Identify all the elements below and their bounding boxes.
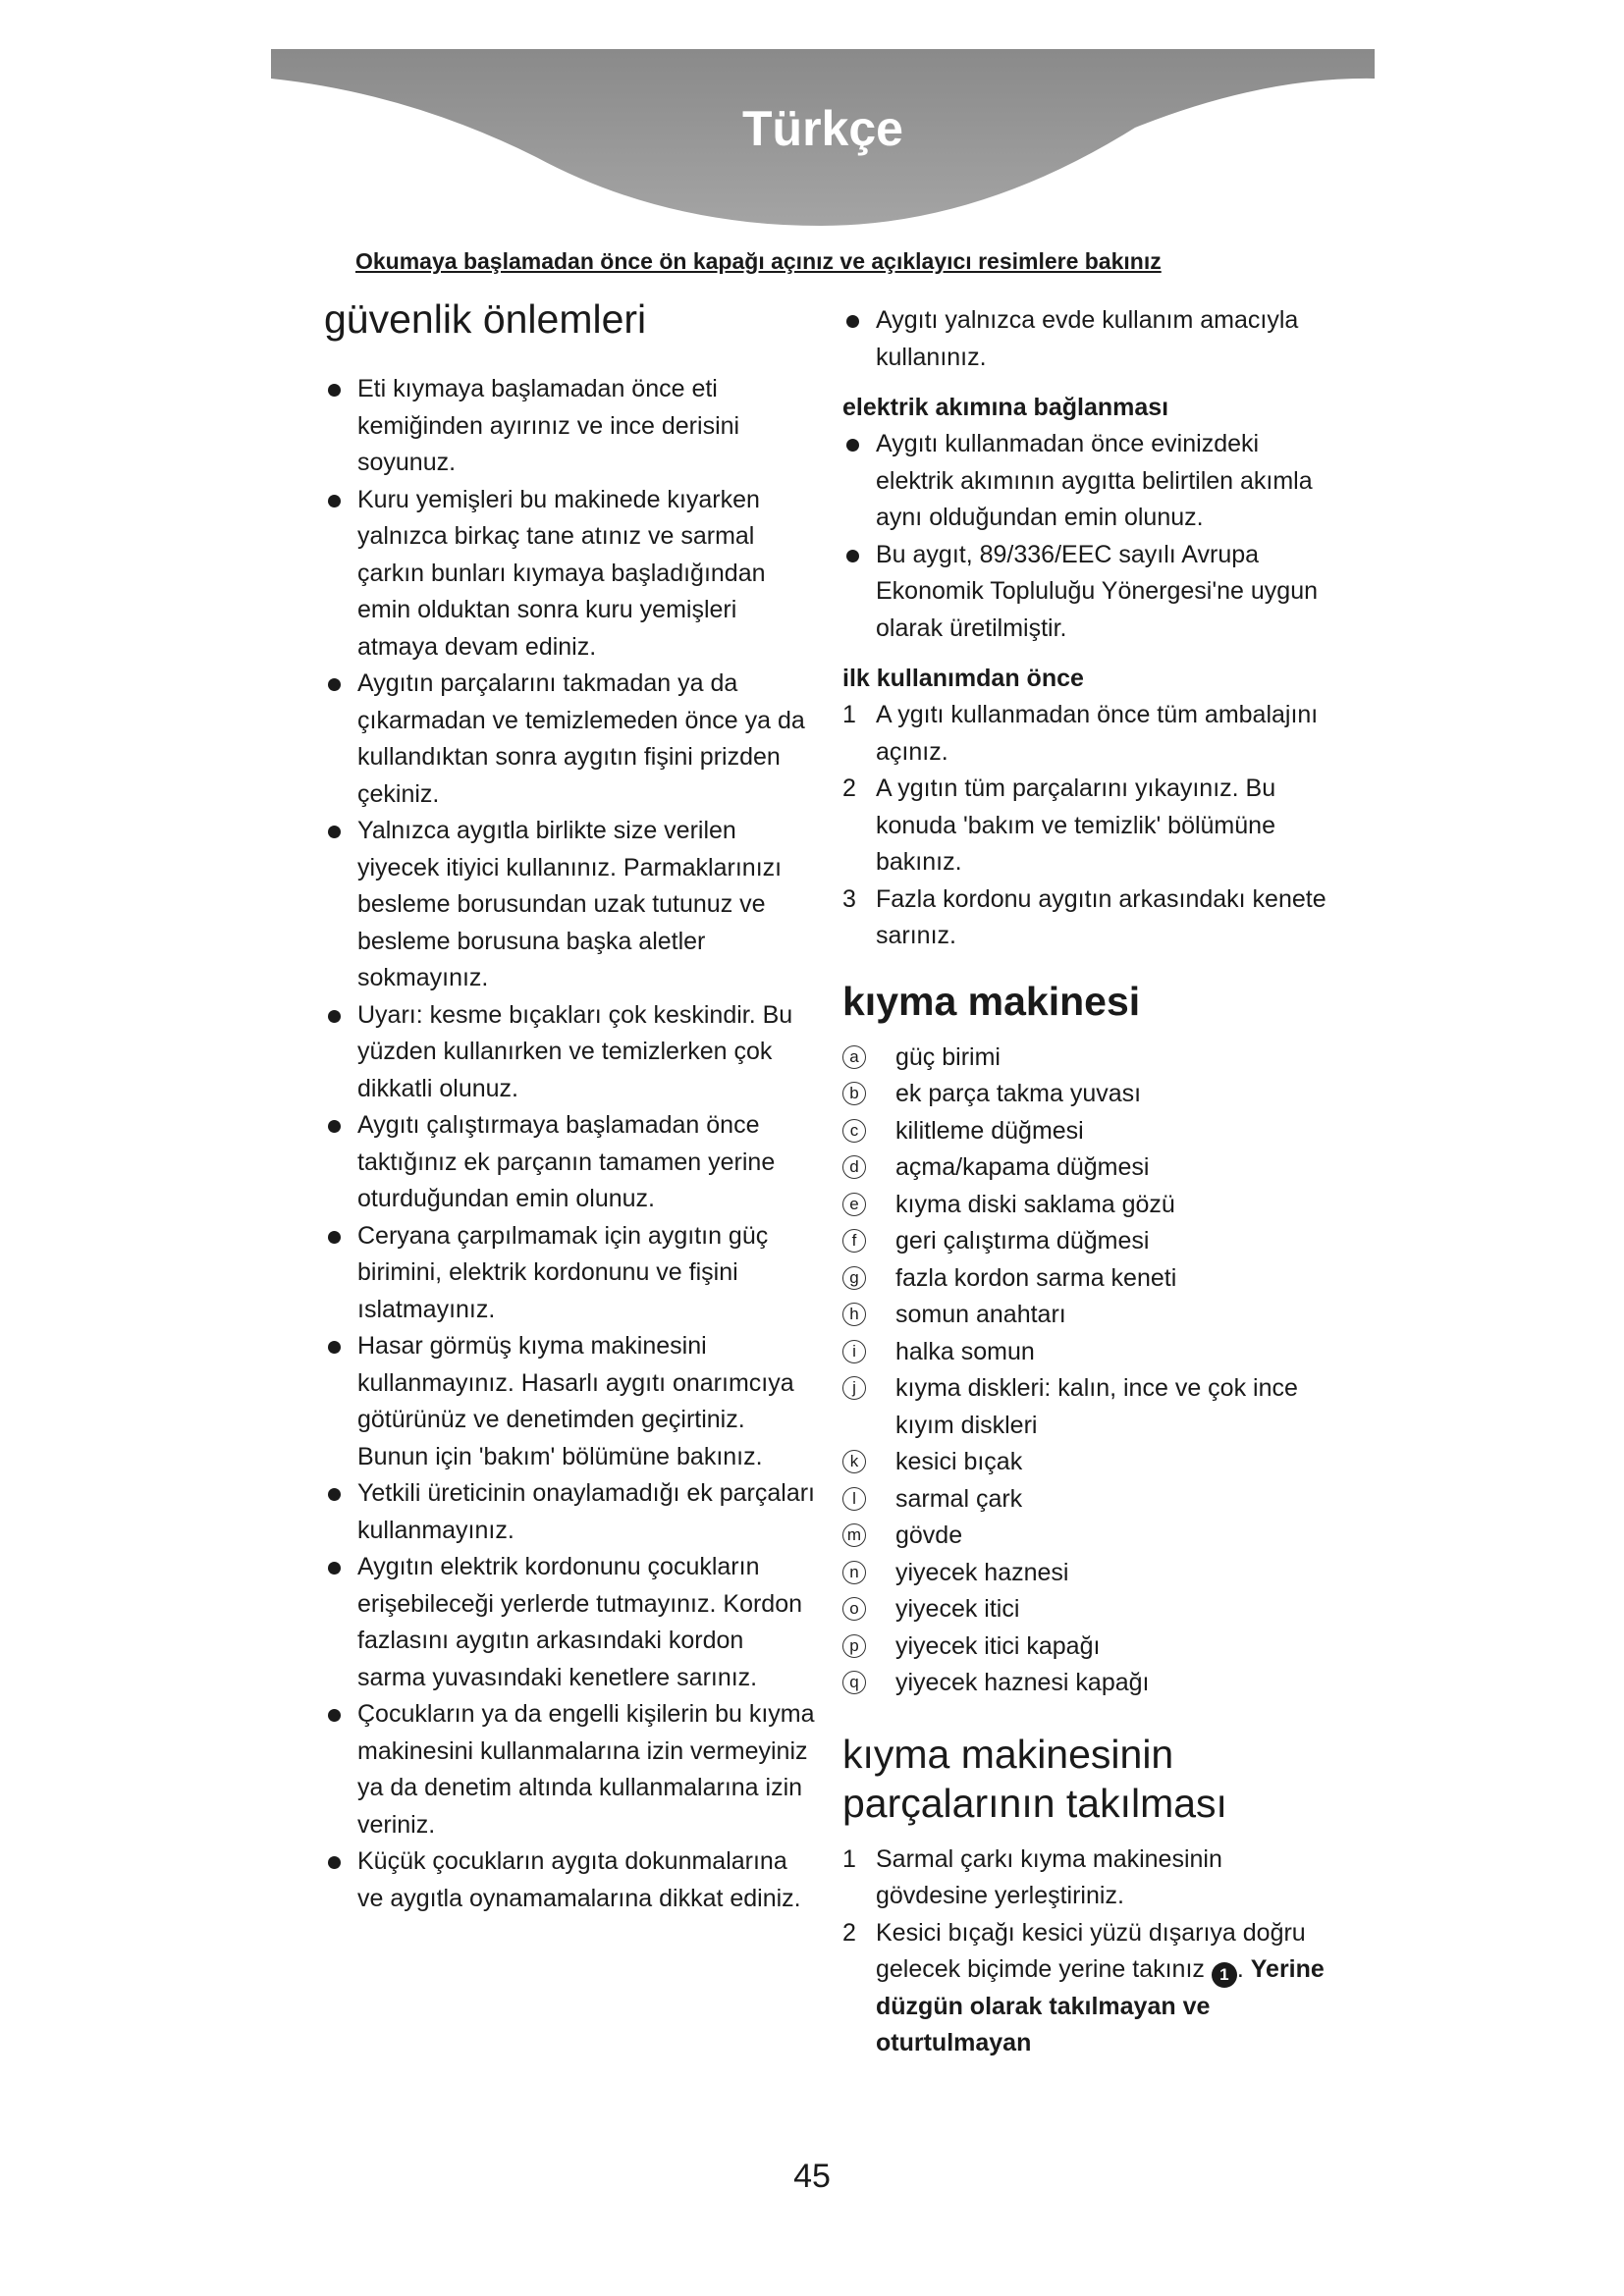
assembly-heading: kıyma makinesinin parçalarının takılması [842,1731,1227,1826]
part-item [842,1481,1333,1519]
safety-item: Hasar görmüş kıyma makinesini kullanmayınız. Hasarlı aygıtı onarımcıya götürünüz ve denetimden geçirtiniz. Bunun için 'bakım' bölümüne bakınız. [324,1328,815,1475]
part-letter: f [842,1229,866,1253]
part-label: yiyecek itici kapağı [895,1631,1101,1660]
header-banner [271,49,1375,275]
safety-heading: güvenlik önlemleri [324,296,647,342]
safety-item: Küçük çocukların aygıta dokunmalarına ve aygıtla oynamamalarına dikkat ediniz. [324,1843,815,1917]
first-use-step [842,881,1333,955]
part-label: kesici bıçak [895,1448,1023,1475]
figure-ref-icon: 1 [1212,1962,1237,1988]
parts-list [842,1040,1333,1702]
assembly-step [842,1915,1333,2062]
safety-item: Çocukların ya da engelli kişilerin bu kıyma makinesini kullanmalarına izin vermeyiniz ya da denetim altında kullanmalarına izin veriniz. [324,1696,815,1843]
step-text: Sarmal çarkı kıyma makinesinin gövdesine yerleştiriniz. [876,1844,1222,1909]
part-item [842,1444,1333,1481]
part-label: yiyecek haznesi kapağı [895,1669,1150,1696]
part-item [842,1297,1333,1334]
safety-item: Ceryana çarpılmamak için aygıtın güç birimini, elektrik kordonunu ve fişini ıslatmayınız. [324,1218,815,1329]
part-letter: d [842,1155,866,1179]
safety-item: Aygıtın elektrik kordonunu çocukların erişebileceği yerlerde tutmayınız. Kordon fazlasını aygıtın arkasındaki kordon sarma yuvasındaki kenetlere sarınız. [324,1549,815,1696]
step-number: 2 [842,1918,856,1947]
part-letter: b [842,1082,866,1105]
part-item [842,1223,1333,1260]
part-item [842,1113,1333,1150]
language-title: Türkçe [742,101,903,156]
part-label: fazla kordon sarma keneti [895,1263,1177,1292]
part-item [842,1370,1333,1444]
header-banner-shape [271,49,1375,275]
electric-item: Aygıtı kullanmadan önce evinizdeki elektrik akımının aygıtta belirtilen akımla aynı olduğundan emin olunuz. [842,426,1333,537]
part-item [842,1149,1333,1187]
part-letter: e [842,1193,866,1216]
step-number: 1 [842,701,856,728]
first-use-step [842,697,1333,771]
part-letter: a [842,1045,866,1069]
step-text: A ygıtın tüm parçalarını yıkayınız. Bu konuda 'bakım ve temizlik' bölümüne bakınız. [876,774,1276,876]
safety-item: Yalnızca aygıtla birlikte size verilen yiyecek itiyici kullanınız. Parmaklarınızı besleme borusundan uzak tutunuz ve besleme borusuna başka aletler sokmayınız. [324,813,815,997]
part-label: kıyma diskleri: kalın, ince ve çok ince kıyım diskleri [895,1374,1298,1439]
part-label: sarmal çark [895,1484,1023,1513]
part-item [842,1076,1333,1113]
part-item [842,1555,1333,1592]
safety-item: Kuru yemişleri bu makinede kıyarken yalnızca birkaç tane atınız ve sarmal çarkın bunları kıymaya başladığından emin olduktan sonra kuru yemişleri atmaya devam ediniz. [324,482,815,667]
first-use-steps [842,697,1333,955]
intro-note: Okumaya başlamadan önce ön kapağı açınız ve açıklayıcı resimlere bakınız [355,248,1162,274]
safety-item: Aygıtı çalıştırmaya başlamadan önce taktığınız ek parçanın tamamen yerine oturduğundan emin olunuz. [324,1107,815,1218]
safety-item: Aygıtı yalnızca evde kullanım amacıyla kullanınız. [842,302,1333,376]
part-letter: g [842,1266,866,1290]
assembly-steps [842,1842,1333,2062]
safety-item: Aygıtın parçalarını takmadan ya da çıkarmadan ve temizlemeden önce ya da kullandıktan sonra aygıtın fişini prizden çekiniz. [324,666,815,813]
part-label: geri çalıştırma düğmesi [895,1227,1150,1255]
part-label: güç birimi [895,1042,1001,1071]
safety-item: Uyarı: kesme bıçakları çok keskindir. Bu yüzden kullanırken ve temizlerken çok dikkatli olunuz. [324,997,815,1108]
electric-heading: elektrik akımına bağlanması [842,394,1169,421]
part-letter: h [842,1303,866,1326]
part-item [842,1187,1333,1224]
part-label: gövde [895,1522,963,1549]
part-letter: o [842,1597,866,1621]
part-item [842,1334,1333,1371]
assembly-step [842,1842,1333,1915]
step-number: 2 [842,774,856,802]
part-item [842,1260,1333,1298]
part-item [842,1629,1333,1666]
first-use-heading: ilk kullanımdan önce [842,665,1084,692]
first-use-step [842,771,1333,881]
part-item [842,1040,1333,1077]
part-letter: p [842,1634,866,1658]
part-label: kilitleme düğmesi [895,1116,1084,1145]
part-label: halka somun [895,1337,1035,1365]
part-letter: k [842,1450,866,1473]
part-label: açma/kapama düğmesi [895,1153,1150,1181]
safety-item: Eti kıymaya başlamadan önce eti kemiğinden ayırınız ve ince derisini soyunuz. [324,371,815,482]
step-number: 3 [842,884,856,913]
step-punct: . [1236,1955,1244,1983]
part-letter: n [842,1561,866,1584]
safety-list [324,371,815,1917]
mincer-heading: kıyma makinesi [842,978,1141,1024]
electric-item: Bu aygıt, 89/336/EEC sayılı Avrupa Ekonomik Topluluğu Yönergesi'ne uygun olarak üretilmiştir. [842,537,1333,648]
left-column [324,294,815,1917]
part-item [842,1591,1333,1629]
step-text: A ygıtı kullanmadan önce tüm ambalajını açınız. [876,701,1319,766]
part-letter: l [842,1487,866,1511]
part-letter: i [842,1340,866,1363]
part-letter: m [842,1523,866,1547]
safety-item: Yetkili üreticinin onaylamadığı ek parçaları kullanmayınız. [324,1475,815,1549]
part-letter: q [842,1671,866,1694]
right-column [842,302,1333,2062]
part-label: yiyecek itici [895,1595,1020,1623]
page-number: 45 [793,2158,831,2195]
step-warning: Yerine düzgün olarak takılmayan ve oturtulmayan [876,1955,1325,2056]
safety-list-continued [842,302,1333,376]
part-letter: j [842,1376,866,1400]
step-text: Fazla kordonu aygıtın arkasındakı kenete sarınız. [876,884,1326,949]
part-label: yiyecek haznesi [895,1558,1069,1586]
step-number: 1 [842,1844,856,1873]
step-text: Kesici bıçağı kesici yüzü dışarıya doğru gelecek biçimde yerine takınız [876,1918,1306,1983]
part-item [842,1665,1333,1702]
part-label: somun anahtarı [895,1301,1066,1328]
part-item [842,1518,1333,1555]
part-label: kıyma diski saklama gözü [895,1190,1175,1218]
part-label: ek parça takma yuvası [895,1080,1142,1107]
electric-list [842,426,1333,647]
part-letter: c [842,1119,866,1143]
